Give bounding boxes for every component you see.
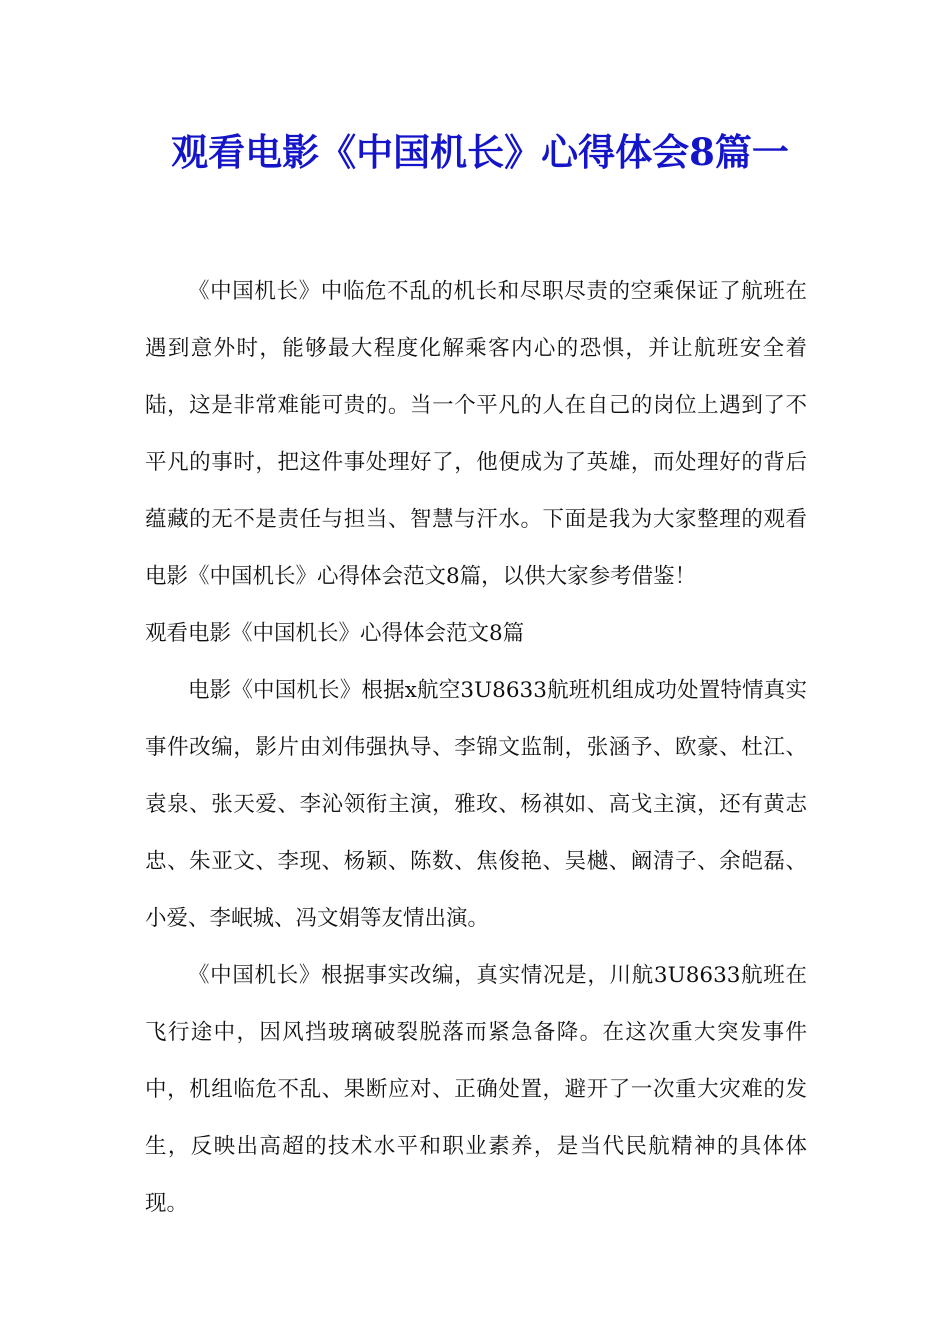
section-heading: 观看电影《中国机长》心得体会范文8篇 bbox=[145, 621, 525, 646]
intro-paragraph: 《中国机长》中临危不乱的机长和尽职尽责的空乘保证了航班在遇到意外时，能够最大程度化解乘客内心的恐惧，并让航班安全着陆，这是非常难能可贵的。当一个平凡的人在自己的岗位上遇到了不平凡的事时，把这件事处理好了，他便成为了英雄，而处理好的背后蕴藏的无不是责任与担当、智慧与汗水。下面是我为大家整理的观看电影《中国机长》心得体会范文8篇，以供大家参考借鉴！ bbox=[145, 279, 807, 589]
paragraph-film-info: 电影《中国机长》根据x航空3U8633航班机组成功处置特情真实事件改编，影片由刘伟强执导、李锦文监制，张涵予、欧豪、杜江、袁泉、张天爱、李沁领衔主演，雅玫、杨祺如、高戈主演，还有黄志忠、朱亚文、李现、杨颖、陈数、焦俊艳、吴樾、阚清子、余皑磊、小爱、李岷城、冯文娟等友情出演。 bbox=[145, 678, 807, 931]
document-title: 观看电影《中国机长》心得体会8篇一 bbox=[171, 130, 789, 174]
document-body bbox=[145, 263, 807, 1232]
paragraph-true-story: 《中国机长》根据事实改编，真实情况是，川航3U8633航班在飞行途中，因风挡玻璃破裂脱落而紧急备降。在这次重大突发事件中，机组临危不乱、果断应对、正确处置，避开了一次重大灾难的发生，反映出高超的技术水平和职业素养，是当代民航精神的具体体现。 bbox=[145, 963, 807, 1216]
